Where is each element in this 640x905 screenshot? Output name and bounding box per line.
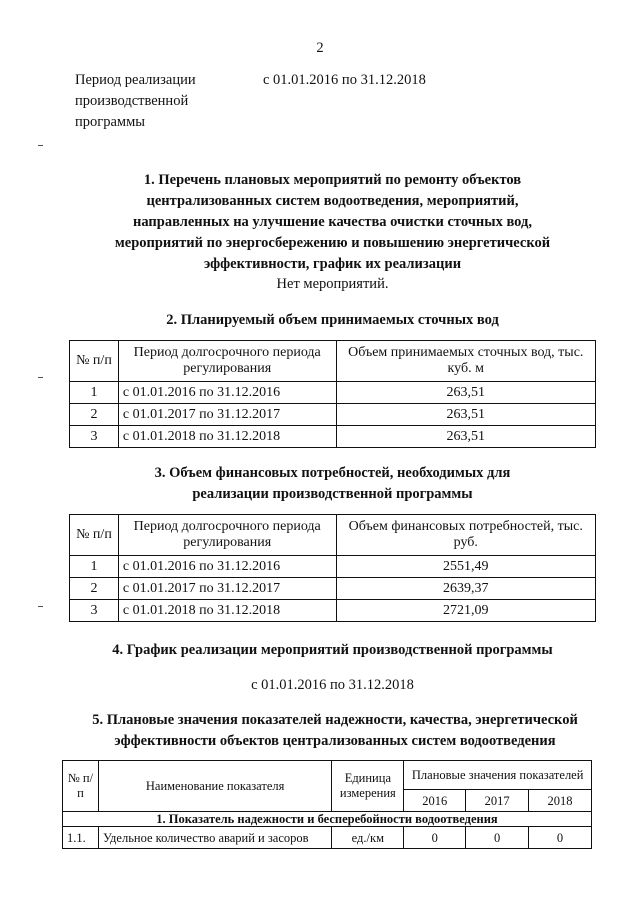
table-row xyxy=(70,600,596,622)
section5-title-line: 5. Плановые значения показателей надежности, качества, энергетической xyxy=(92,712,578,728)
header-cell: № п/п xyxy=(70,515,119,556)
header-cell: № п/п xyxy=(70,341,119,382)
table-header-row xyxy=(70,515,596,556)
row-period: с 01.01.2016 по 31.12.2016 xyxy=(118,382,336,404)
header-planned-values: Плановые значения показателей xyxy=(404,761,592,790)
row-value: 263,51 xyxy=(336,382,595,404)
table-row xyxy=(70,426,596,448)
row-value: 2721,09 xyxy=(336,600,595,622)
table-row xyxy=(70,578,596,600)
row-period: с 01.01.2017 по 31.12.2017 xyxy=(118,578,336,600)
section4-title: 4. График реализации мероприятий производственной программы xyxy=(112,642,553,658)
indicators-table xyxy=(62,760,592,849)
margin-mark xyxy=(38,377,43,378)
row-number: 1 xyxy=(70,556,119,578)
row-value-2016: 0 xyxy=(404,827,466,849)
row-number: 2 xyxy=(70,578,119,600)
section4-period: с 01.01.2016 по 31.12.2018 xyxy=(251,677,414,693)
section2-title: 2. Планируемый объем принимаемых сточных вод xyxy=(166,312,499,328)
section5-title xyxy=(40,710,630,752)
row-value-2018: 0 xyxy=(529,827,592,849)
section1-title-line: направленных на улучшение качества очистки сточных вод, xyxy=(133,214,532,230)
header-cell: Период долгосрочного периода регулирования xyxy=(118,515,336,556)
header-year: 2017 xyxy=(466,790,529,812)
table-row xyxy=(63,827,592,849)
section3-title-line: 3. Объем финансовых потребностей, необходимых для xyxy=(154,465,511,481)
section3-title-line: реализации производственной программы xyxy=(192,486,473,502)
header-number: № п/п xyxy=(63,761,99,812)
section1-note: Нет мероприятий. xyxy=(276,276,389,292)
table-row xyxy=(70,382,596,404)
period-label-line: производственной xyxy=(75,93,189,109)
section1-title-line: эффективности, график их реализации xyxy=(203,256,462,272)
header-cell: Объем принимаемых сточных вод, тыс. куб. м xyxy=(336,341,595,382)
row-unit: ед./км xyxy=(332,827,404,849)
section5-title-line: эффективности объектов централизованных систем водоотведения xyxy=(114,733,556,749)
row-number: 3 xyxy=(70,600,119,622)
row-value-2017: 0 xyxy=(466,827,529,849)
page-number: 2 xyxy=(316,40,324,56)
table-header-row xyxy=(70,341,596,382)
row-number: 1 xyxy=(70,382,119,404)
period-label-line: Период реализации xyxy=(75,72,196,88)
margin-mark xyxy=(38,606,43,607)
row-period: с 01.01.2018 по 31.12.2018 xyxy=(118,600,336,622)
table-row xyxy=(70,556,596,578)
row-period: с 01.01.2018 по 31.12.2018 xyxy=(118,426,336,448)
row-indicator: Удельное количество аварий и засоров xyxy=(98,827,331,849)
section1-title xyxy=(60,170,605,275)
header-year: 2016 xyxy=(404,790,466,812)
row-value: 2551,49 xyxy=(336,556,595,578)
header-unit: Единица измерения xyxy=(332,761,404,812)
row-value: 2639,37 xyxy=(336,578,595,600)
header-cell: Период долгосрочного периода регулирования xyxy=(118,341,336,382)
row-number: 3 xyxy=(70,426,119,448)
period-value: с 01.01.2016 по 31.12.2018 xyxy=(263,72,426,88)
financial-needs-table xyxy=(69,514,596,622)
group-title: 1. Показатель надежности и бесперебойности водоотведения xyxy=(63,812,592,827)
section1-title-line: мероприятий по энергосбережению и повышению энергетической xyxy=(114,235,551,251)
row-number: 1.1. xyxy=(63,827,99,849)
row-value: 263,51 xyxy=(336,426,595,448)
margin-mark xyxy=(38,145,43,146)
header-cell: Объем финансовых потребностей, тыс. руб. xyxy=(336,515,595,556)
header-indicator-name: Наименование показателя xyxy=(98,761,331,812)
row-number: 2 xyxy=(70,404,119,426)
section1-title-line: централизованных систем водоотведения, мероприятий, xyxy=(146,193,519,209)
row-period: с 01.01.2016 по 31.12.2016 xyxy=(118,556,336,578)
period-label xyxy=(75,70,265,133)
header-year: 2018 xyxy=(529,790,592,812)
table-header-row xyxy=(63,761,592,790)
table-group-row xyxy=(63,812,592,827)
row-value: 263,51 xyxy=(336,404,595,426)
sewage-volume-table xyxy=(69,340,596,448)
section1-title-line: 1. Перечень плановых мероприятий по ремонту объектов xyxy=(143,172,522,188)
section3-title xyxy=(60,463,605,505)
row-period: с 01.01.2017 по 31.12.2017 xyxy=(118,404,336,426)
table-row xyxy=(70,404,596,426)
period-label-line: программы xyxy=(75,114,145,130)
